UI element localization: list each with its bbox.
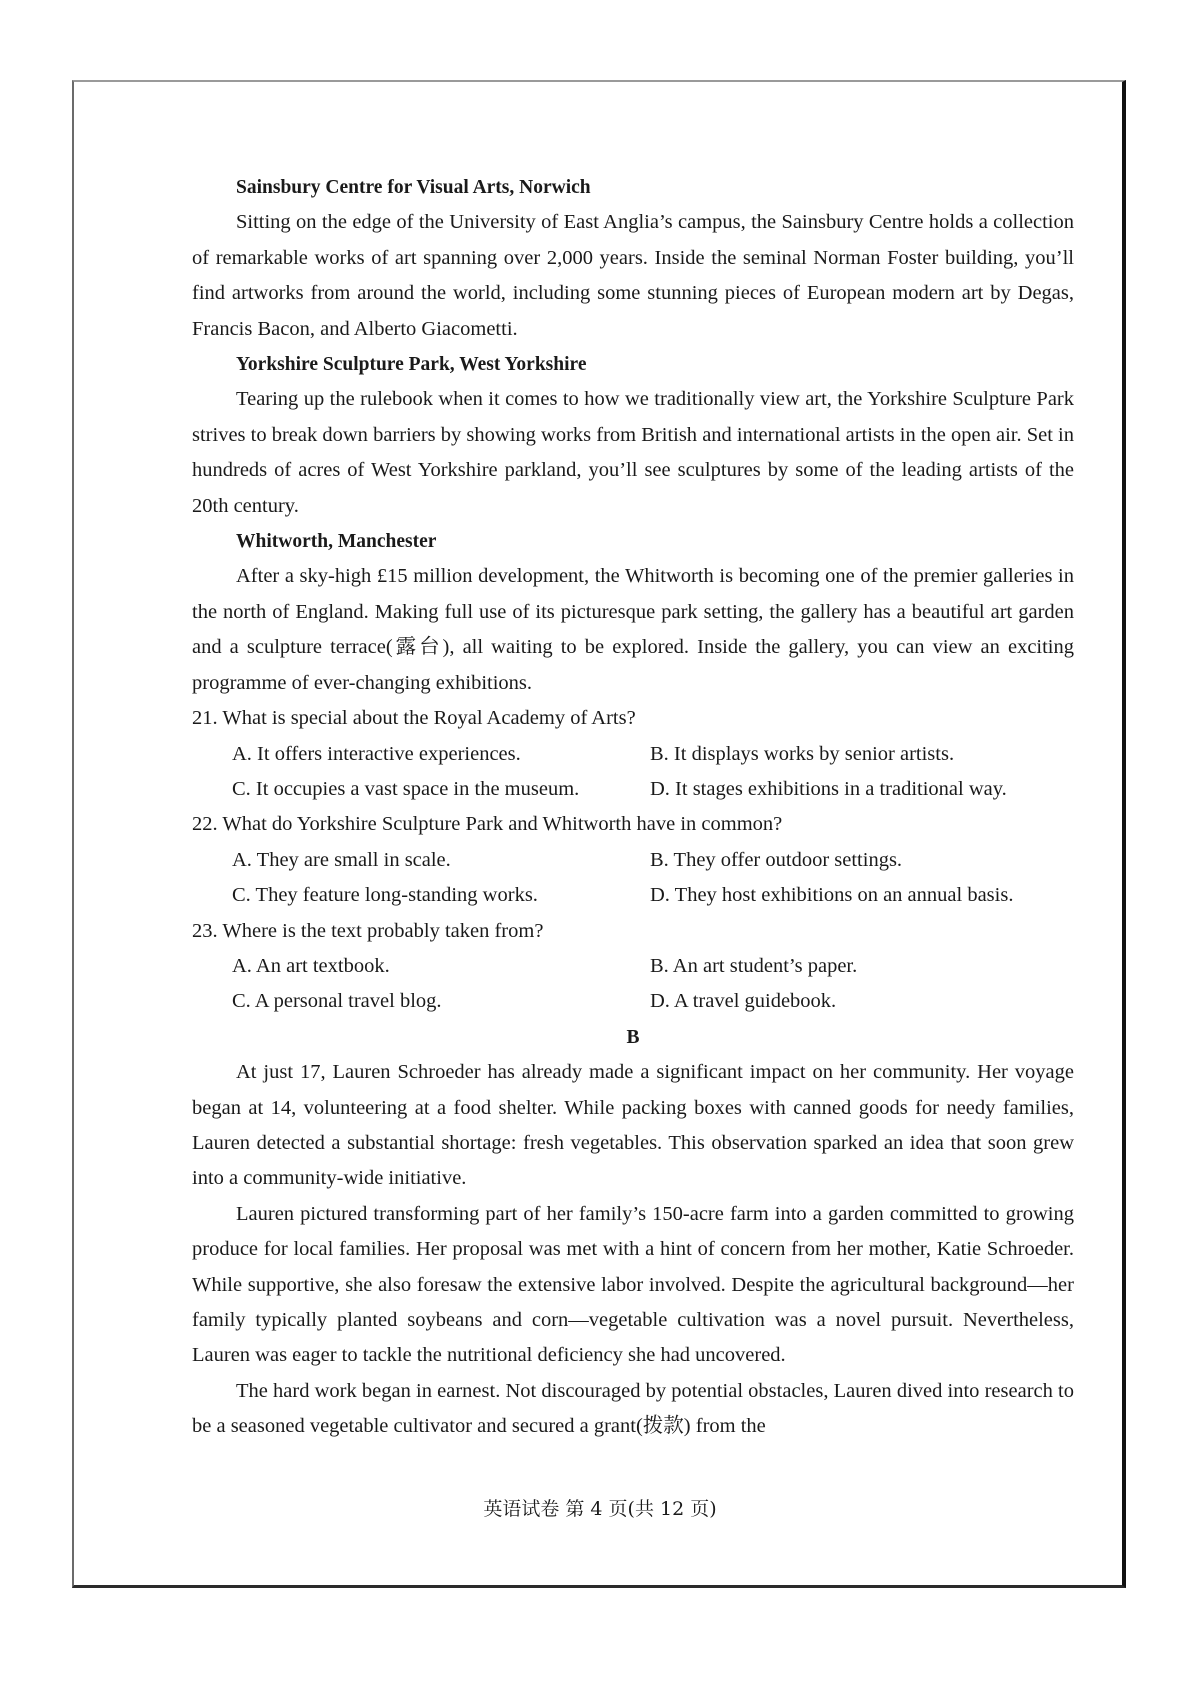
yorkshire-heading: Yorkshire Sculpture Park, West Yorkshire bbox=[236, 354, 587, 376]
question-22-option-c: C. They feature long-standing works. bbox=[232, 884, 538, 907]
passage-b-paragraph-2: Lauren pictured transforming part of her family’s 150-acre farm into a garden committed to growing produce for local families. Her proposal was met with a hint of concern from her mother, Katie Schroeder. While supportive, she also foresaw the extensive labor involved. Despite the agricultural background—her family typically planted soybeans and corn—vegetable cultivation was a novel pursuit. Nevertheless, Lauren was eager to tackle the nutritional deficiency she had uncovered. bbox=[192, 1202, 1074, 1367]
question-23-option-a: A. An art textbook. bbox=[232, 954, 390, 977]
exam-content bbox=[192, 170, 1074, 1445]
whitworth-paragraph: After a sky-high £15 million development, the Whitworth is becoming one of the premier galleries in the north of England. Making full use of its picturesque park setting, the gallery has a beautiful art garden and a sculpture terrace(露台), all waiting to be explored. Inside the gallery, you can view an exciting programme of ever-changing exhibitions. bbox=[192, 565, 1074, 694]
passage-b-paragraph-1: At just 17, Lauren Schroeder has already made a significant impact on her community. Her voyage began at 14, volunteering at a food shelter. While packing boxes with canned goods for needy families, Lauren detected a substantial shortage: fresh vegetables. This observation sparked an idea that soon grew into a community-wide initiative. bbox=[192, 1061, 1074, 1190]
question-21-options-row2 bbox=[192, 772, 1074, 807]
section-b-label: B bbox=[626, 1026, 640, 1048]
sainsbury-paragraph: Sitting on the edge of the University of East Anglia’s campus, the Sainsbury Centre holds a collection of remarkable works of art spanning over 2,000 years. Inside the seminal Norman Foster building, you’ll find artworks from around the world, including some stunning pieces of European modern art by Degas, Francis Bacon, and Alberto Giacometti. bbox=[192, 211, 1074, 340]
question-23-option-d: D. A travel guidebook. bbox=[650, 990, 837, 1013]
question-22-option-a: A. They are small in scale. bbox=[232, 848, 451, 871]
question-22-option-b: B. They offer outdoor settings. bbox=[650, 848, 903, 871]
passage-b-paragraph-3: The hard work began in earnest. Not discouraged by potential obstacles, Lauren dived into research to be a seasoned vegetable cultivator and secured a grant(拨款) from the bbox=[192, 1379, 1074, 1438]
page-footer: 英语试卷 第 4 页(共 12 页) bbox=[483, 1498, 717, 1520]
question-21-stem: 21. What is special about the Royal Academy of Arts? bbox=[192, 707, 636, 730]
question-22-option-d: D. They host exhibitions on an annual basis. bbox=[650, 884, 1014, 907]
question-21-option-d: D. It stages exhibitions in a traditional way. bbox=[650, 777, 1007, 800]
whitworth-heading: Whitworth, Manchester bbox=[236, 531, 437, 553]
question-22-options-row1 bbox=[192, 843, 1074, 878]
sainsbury-heading: Sainsbury Centre for Visual Arts, Norwich bbox=[236, 177, 591, 198]
question-21-option-c: C. It occupies a vast space in the museum. bbox=[232, 777, 580, 800]
question-21-option-b: B. It displays works by senior artists. bbox=[650, 742, 955, 765]
question-22-stem: 22. What do Yorkshire Sculpture Park and Whitworth have in common? bbox=[192, 813, 783, 836]
question-23-options-row1 bbox=[192, 949, 1074, 984]
question-23-option-c: C. A personal travel blog. bbox=[232, 990, 442, 1013]
question-21-option-a: A. It offers interactive experiences. bbox=[232, 742, 521, 765]
question-22-options-row2 bbox=[192, 878, 1074, 913]
question-21-options-row1 bbox=[192, 737, 1074, 772]
yorkshire-paragraph: Tearing up the rulebook when it comes to how we traditionally view art, the Yorkshire Sculpture Park strives to break down barriers by showing works from British and international artists in the open air. Set in hundreds of acres of West Yorkshire parkland, you’ll see sculptures by some of the leading artists of the 20th century. bbox=[192, 388, 1074, 517]
question-23-option-b: B. An art student’s paper. bbox=[650, 954, 858, 977]
question-23-options-row2 bbox=[192, 984, 1074, 1019]
question-23-stem: 23. Where is the text probably taken from? bbox=[192, 919, 544, 942]
